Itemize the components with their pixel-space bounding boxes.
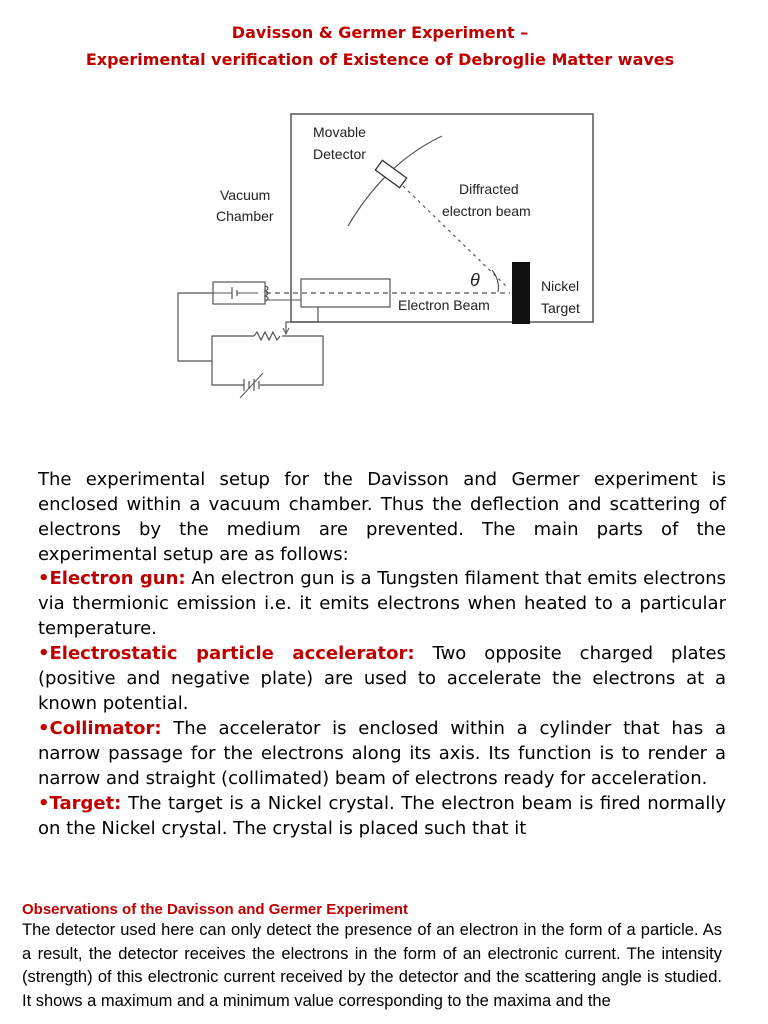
label-detector: Detector [313, 146, 366, 162]
label-theta: θ [470, 270, 480, 290]
page-title-line-1: Davisson & Germer Experiment – [231, 23, 529, 42]
experiment-diagram [170, 108, 600, 408]
page-title-line-2: Experimental verification of Existence of Debroglie Matter waves [85, 50, 675, 69]
intro-paragraph: The experimental setup for the Davisson and Germer experiment is enclosed within a vacuum chamber. Thus the deflection and scattering of electrons by the medium are prevented. The main parts of the experimental setup are as follows: [38, 469, 726, 565]
label-movable: Movable [313, 124, 366, 140]
bullet-text: The target is a Nickel crystal. The electron beam is fired normally on the Nickel crystal. The crystal is placed such that it [38, 793, 726, 839]
label-diffracted: Diffracted [459, 181, 519, 197]
bullet-term: •Electron gun: [38, 568, 186, 589]
label-chamber: Chamber [216, 208, 274, 224]
label-target: Target [541, 300, 580, 316]
nickel-target [512, 262, 530, 324]
resistor [254, 332, 280, 340]
list-item [38, 566, 726, 641]
observations-paragraph: The detector used here can only detect the presence of an electron in the form of a particle. As a result, the detector receives the electrons in the form of an electronic current. The intensity (strength) of this electronic current received by the detector and the scattering angle is studied. It shows a maximum and a minimum value corresponding to the maxima and the [22, 921, 722, 1010]
parts-list [38, 566, 726, 871]
list-item [38, 641, 726, 716]
list-item [38, 791, 726, 841]
observations-heading: Observations of the Davisson and Germer Experiment [22, 901, 408, 918]
bullet-term: •Electrostatic particle accelerator: [38, 643, 415, 664]
bullet-text: An electron gun is a Tungsten filament that emits electrons via thermionic emission i.e. it emits electrons when heated to a particular temperature. [38, 568, 726, 639]
bullet-term: •Target: [38, 793, 122, 814]
bullet-text: The accelerator is enclosed within a cylinder that has a narrow passage for the electrons along its axis. Its function is to render a narrow and straight (collimated) beam of electrons ready for acceleration. [38, 718, 726, 789]
label-nickel: Nickel [541, 278, 580, 294]
label-electron-beam-diffracted: electron beam [442, 203, 531, 219]
label-electron-beam: Electron Beam [398, 297, 490, 313]
bullet-text: Two opposite charged plates (positive and negative plate) are used to accelerate the electrons at a known potential. [38, 643, 726, 714]
label-vacuum: Vacuum [220, 187, 271, 203]
bullet-term: •Collimator: [38, 718, 162, 739]
list-item [38, 716, 726, 791]
